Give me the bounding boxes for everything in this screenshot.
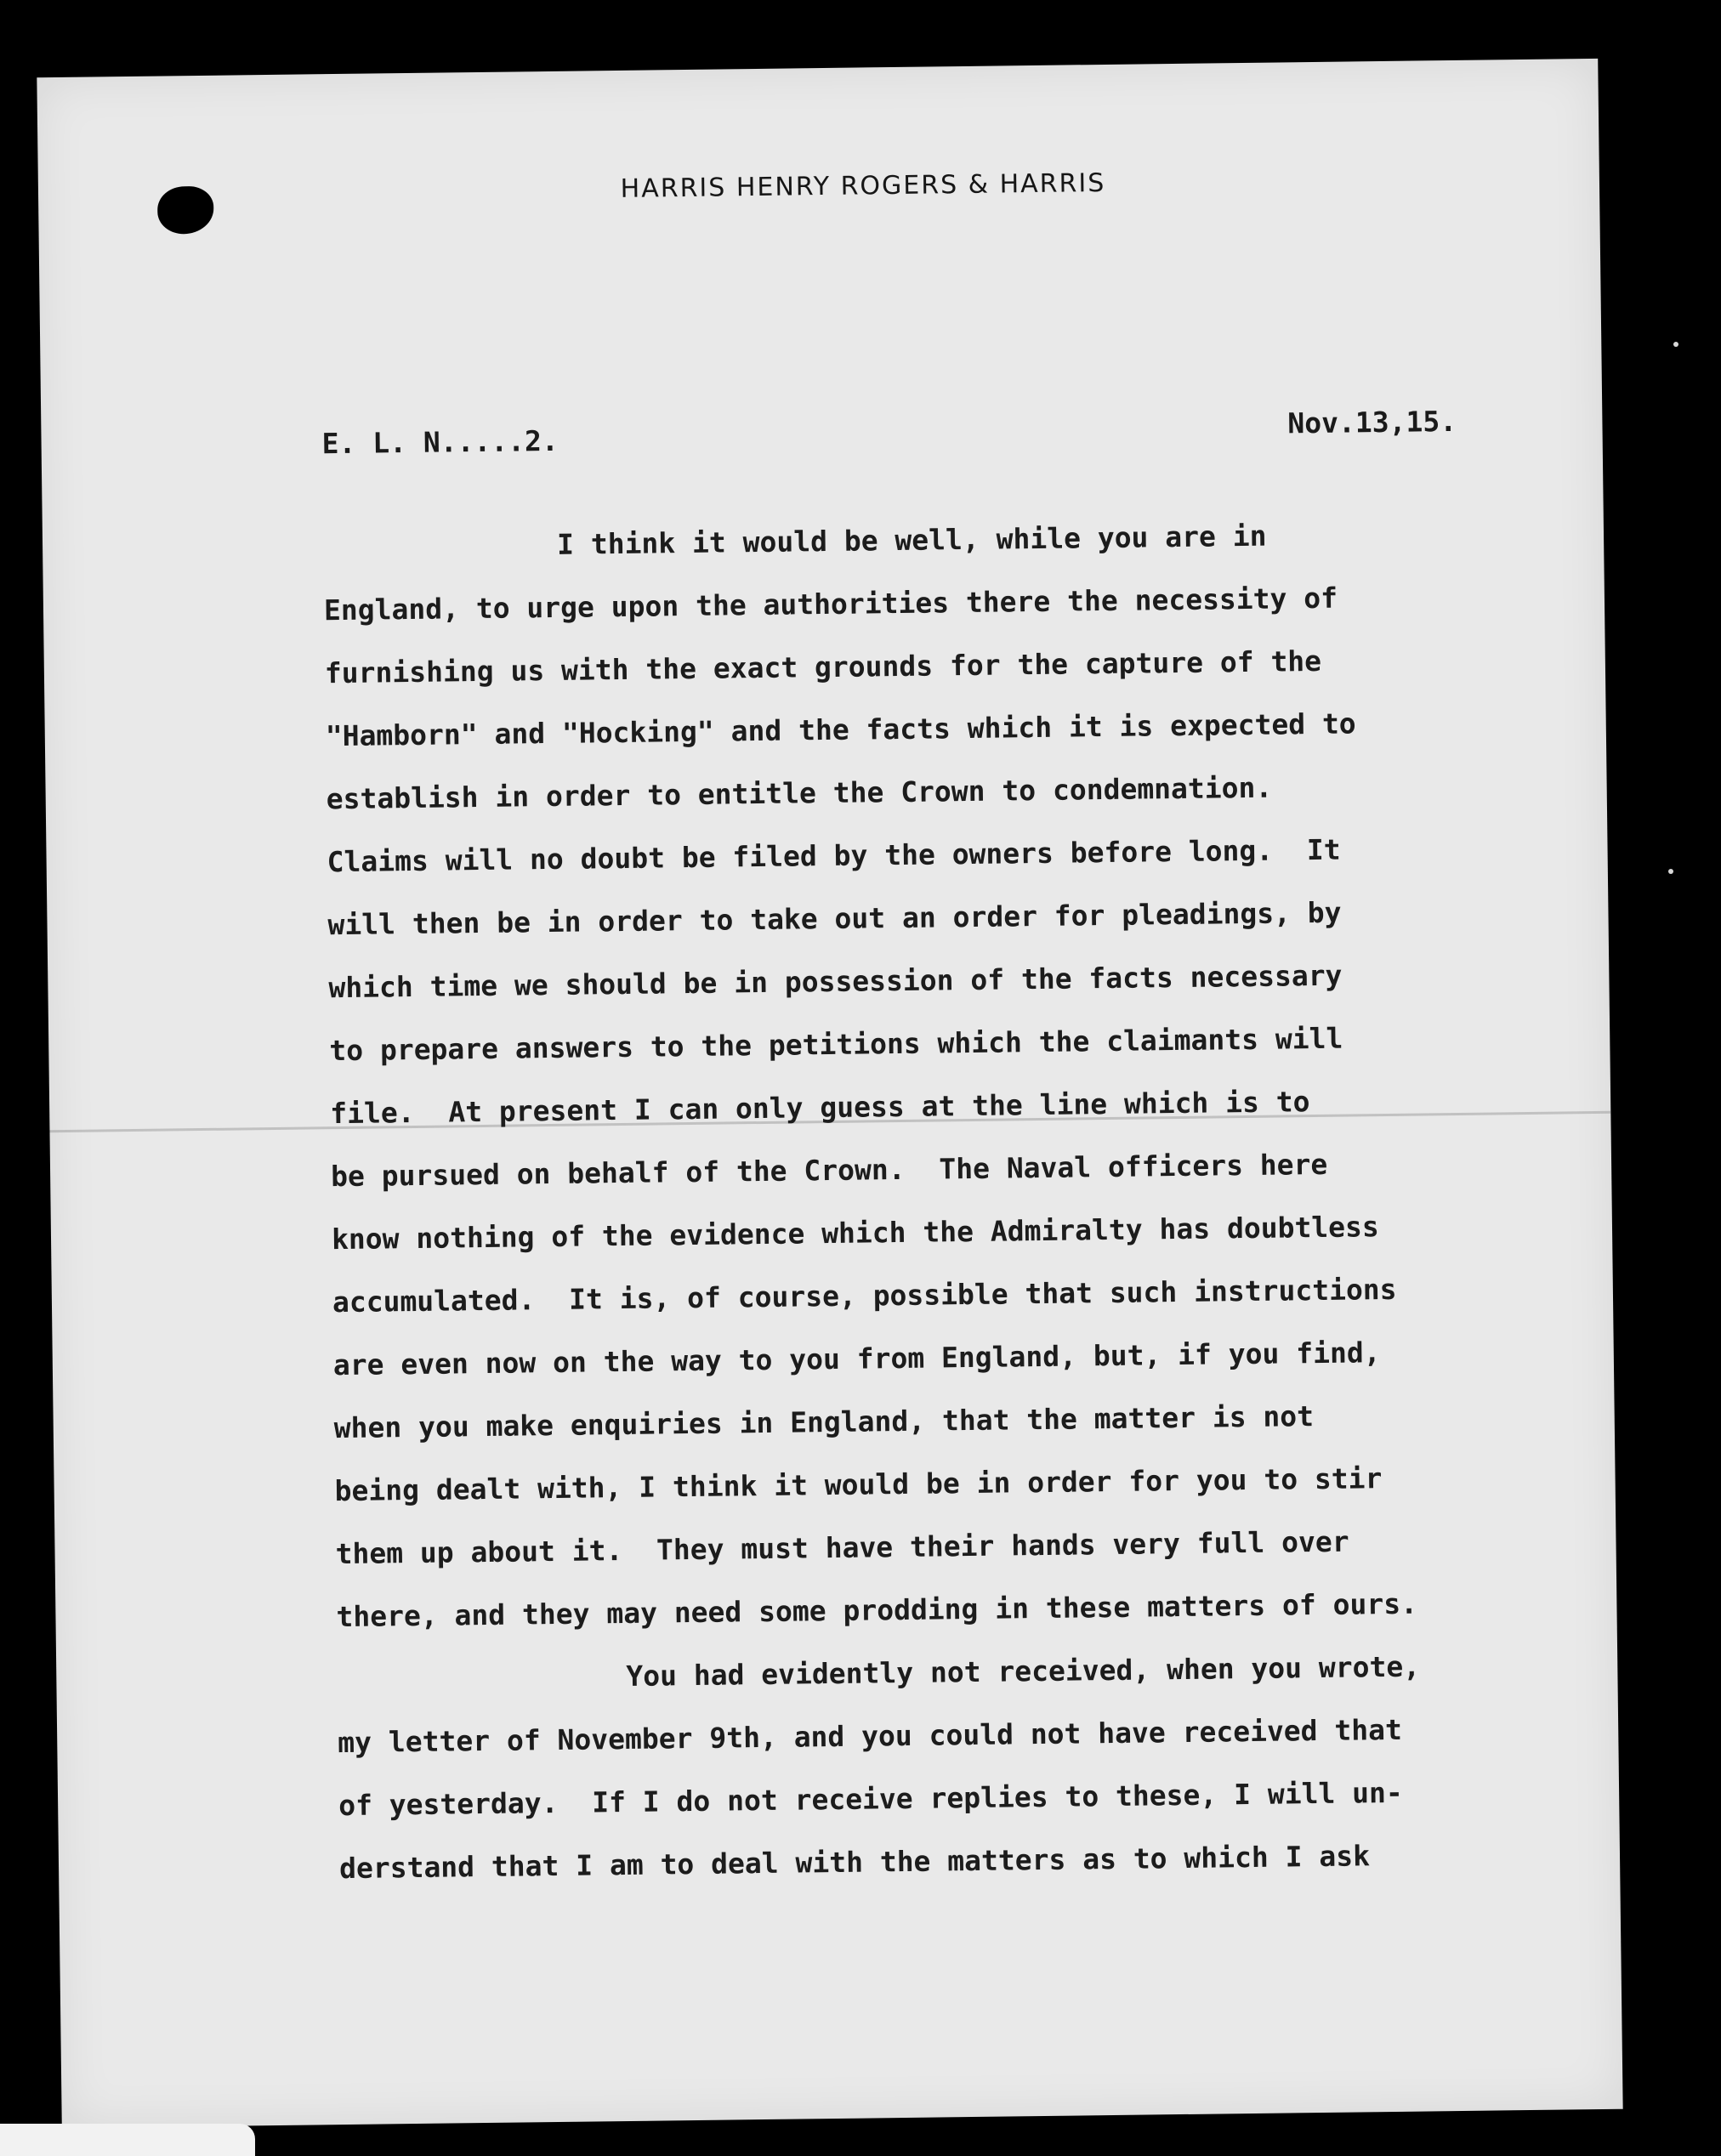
archive-tab	[0, 2124, 255, 2156]
letterhead: HARRIS HENRY ROGERS & HARRIS	[620, 167, 1106, 204]
text-line: be pursued on behalf of the Crown. The Naval officers here	[330, 1147, 1328, 1194]
reference-number: E. L. N.....2.	[321, 423, 559, 461]
text-line: are even now on the way to you from England, but, if you find,	[332, 1336, 1381, 1382]
text-line: of yesterday. If I do not receive replies to these, I will un-	[338, 1775, 1404, 1823]
text-line: which time we should be in possession of the facts necessary	[328, 958, 1343, 1005]
text-line: I think it would be well, while you are in	[556, 519, 1267, 561]
text-line: furnishing us with the exact grounds for the capture of the	[324, 644, 1322, 690]
text-line: will then be in order to take out an order for pleadings, by	[327, 895, 1342, 942]
text-line: them up about it. They must have their hands very full over	[335, 1524, 1349, 1571]
text-line: England, to urge upon the authorities there the necessity of	[323, 581, 1338, 627]
text-line: know nothing of the evidence which the Admiralty has doubtless	[331, 1210, 1379, 1257]
text-line: "Hamborn" and "Hocking" and the facts which it is expected to	[325, 706, 1356, 753]
text-line: file. At present I can only guess at the line which is to	[330, 1085, 1310, 1131]
text-line: accumulated. It is, of course, possible that such instructions	[332, 1272, 1397, 1319]
dust-speck	[1673, 342, 1678, 347]
text-line: there, and they may need some prodding in these matters of ours.	[336, 1586, 1418, 1634]
text-line: being dealt with, I think it would be in order for you to stir	[334, 1461, 1383, 1508]
text-line: You had evidently not received, when you wrote,	[626, 1649, 1421, 1693]
paragraph-2	[337, 1633, 1599, 1900]
text-line: Claims will no doubt be filed by the owners before long. It	[327, 832, 1341, 879]
letter-page	[37, 59, 1622, 2128]
text-line: when you make enquiries in England, that the matter is not	[333, 1399, 1315, 1445]
text-line: establish in order to entitle the Crown to condemnation.	[326, 770, 1273, 816]
text-line: my letter of November 9th, and you could not have received that	[338, 1712, 1403, 1760]
text-line: derstand that I am to deal with the matters as to which I ask	[338, 1839, 1371, 1886]
letter-body	[323, 501, 1599, 1900]
text-line: to prepare answers to the petitions which the claimants will	[329, 1021, 1343, 1068]
letter-date: Nov.13,15.	[1287, 404, 1457, 440]
dust-speck	[1668, 869, 1673, 874]
punch-hole-mark	[157, 186, 214, 235]
paragraph-1	[323, 501, 1595, 1648]
